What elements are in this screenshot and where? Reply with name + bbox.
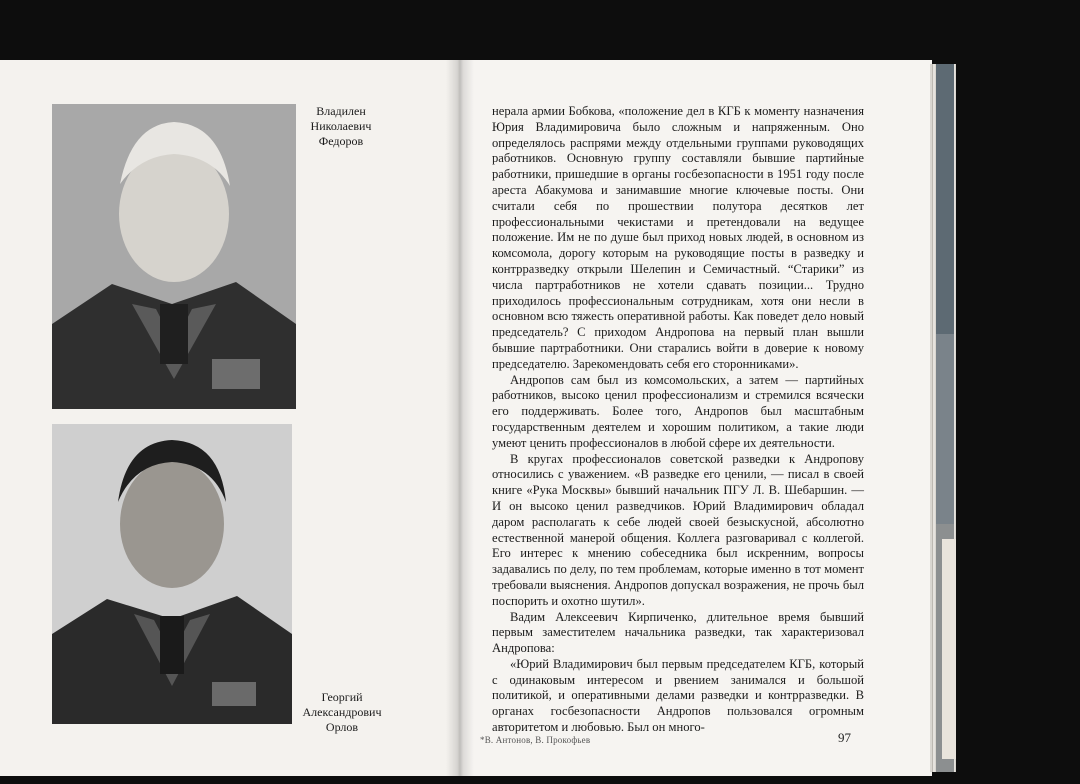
caption-line: Федоров [318, 134, 364, 148]
edge-stripe [936, 334, 954, 524]
edge-stripe [936, 64, 954, 334]
portrait-bottom-illustration [52, 424, 292, 724]
caption-bottom-portrait [296, 690, 388, 735]
page-number: 97 [838, 730, 851, 745]
running-footer: *В. Антонов, В. Прокофьев [480, 735, 591, 745]
paragraph: «Юрий Владимирович был первым председателем КГБ, который с одинаковым интересом и рвением занимался и большой политикой, и оперативными делами разведки и контрразведки. В органах госбезопасности Андропов пользовался огромным авторитетом и любовью. Был он много- [492, 656, 864, 735]
paragraph: нерала армии Бобкова, «положение дел в КГБ к моменту назначения Юрия Владимировича было сложным и напряженным. Оно определялось распрями между отдельными группами руководящих работников. Основную группу составляли бывшие партийные работники, пришедшие в органы госбезопасности в 1951 году после ареста Абакумова и занимавшие многие ключевые посты. Они считали себя по прошествии полутора десятков лет профессиональными чекистами и претендовали на ведущее положение. Им не по душе был приход новых людей, в основном из комсомола, дорогу которым на руководящие посты в разведку и контрразведку открыли Шелепин и Семичастный. “Старики” из числа партработников не хотели сдавать позиции... Трудно приходилось профессиональным сотрудникам, хотя они несли в основном всю тяжесть оперативной работы. Как поведет дело новый председатель? С приходом Андропова на первый план вышли бывшие партработники. Они старались войти в доверие к новому председателю. Зарекомендовать себя его сторонниками». [492, 104, 864, 371]
portrait-top-illustration [52, 104, 296, 409]
caption-line: Николаевич [310, 119, 372, 133]
portrait-photo-top [52, 104, 296, 409]
caption-line: Александрович [302, 705, 382, 719]
edge-tab [942, 539, 956, 759]
book-gutter [446, 60, 474, 776]
paragraph: Вадим Алексеевич Кирпиченко, длительное время бывший первым заместителем начальника разведки, так характеризовал Андропова: [492, 609, 864, 656]
portrait-photo-bottom [52, 424, 292, 724]
paragraph: В кругах профессионалов советской разведки к Андропову относились с уважением. «В разведке его ценили, — писал в своей книге «Рука Москвы» бывший начальник ПГУ Л. В. Шебаршин. — И он высоко ценил разведчиков. Юрий Владимирович обладал даром располагать к себе людей своей безыскусной, абсолютно естественной манерой общения. Коллега разговаривал с коллегой. Его интерес к мнению собеседника был искренним, вопросы задавались по делу, по тем проблемам, которые именно в тот момент требовали выяснения. Андропов допускал возражения, не прочь был поспорить и охотно шутил». [492, 451, 864, 608]
page-edges [930, 64, 956, 772]
paragraph: Андропов сам был из комсомольских, а затем — партийных работников, высоко ценил профессионализм и стремился всячески его поддерживать. Более того, Андропов был масштабным государственным деятелем и хорошим политиком, а такие люди умеют ценить профессионалов в любой сфере их деятельности. [492, 372, 864, 450]
body-text [492, 104, 864, 736]
caption-line: Владилен [316, 104, 366, 118]
caption-top-portrait [298, 104, 384, 149]
caption-line: Георгий [321, 690, 363, 704]
caption-line: Орлов [325, 720, 359, 734]
